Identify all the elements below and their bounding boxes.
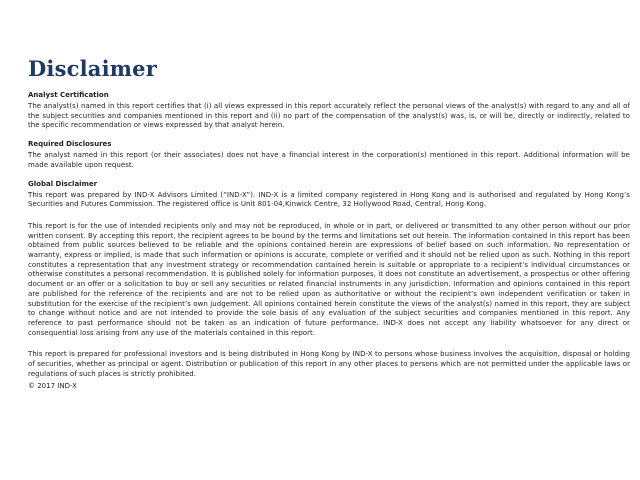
section-text: The analyst named in this report (or their associates) does not have a financial interest in the corporation(s) mentioned in this report. Additional information will be made available upon request. — [28, 151, 630, 169]
body-paragraph: This report is prepared for professional investors and is being distributed in Hong Kong by IND-X to persons whose business involves the acquisition, disposal or holding of securities, whether as principal or agent. Distribution or publication of this report in any other places to persons which are not permitted under the applicable laws or regulations of such places is strictly prohibited. — [28, 350, 630, 378]
copyright-notice: © 2017 IND-X — [28, 382, 77, 391]
section-heading: Analyst Certification — [28, 91, 109, 99]
required-disclosures-section — [28, 139, 630, 170]
page-title: Disclaimer — [28, 56, 158, 81]
analyst-certification-section — [28, 90, 630, 131]
section-heading: Required Disclosures — [28, 140, 112, 149]
section-text: The analyst(s) named in this report certifies that (i) all views expressed in this report accurately reflect the personal views of the analyst(s) with regard to any and all of the subject securities and companies mentioned in this report and (ii) no part of the compensation of the analyst(s) was, is, or will be, directly or indirectly, related to the specific recommendation or views expressed by that analyst herein. — [28, 102, 630, 130]
section-heading: Global Disclaimer — [28, 179, 98, 188]
section-text: This report was prepared by IND-X Advisors Limited (“IND-X”). IND-X is a limited company registered in Hong Kong and is authorised and regulated by Hong Kong’s Securities and Futures Commission. The registered office is Unit 801-04,Kinwick Centre, 32 Hollywood Road, Central, Hong Kong. — [28, 190, 630, 209]
body-paragraph: This report is for the use of intended recipients only and may not be reproduced, in whole or in part, or delivered or transmitted to any other person without our prior written consent. By accepting this report, the recipient agrees to be bound by the terms and limitations set out herein. The information contained in this report has been obtained from public sources believed to be reliable and the opinions contained herein are expressions of belief based on such information. No representation or warranty, express or implied, is made that such information or opinions is accurate, complete or verified and it should not be relied upon as such. Nothing in this report constitutes a representation that any investment strategy or recommendation contained herein is suitable or appropriate to a recipient’s individual circumstances or otherwise constitutes a personal recommendation. It is published solely for information purposes, it does not constitute an advertisement, a prospectus or other offering document or an offer or a solicitation to buy or sell any securities or related financial instruments in any jurisdiction. Information and opinions contained in this report are published for the reference of the recipients and are not to be relied upon as authoritative or without the recipient’s own independent verification or taken in substitution for the exercise of the recipient’s own judgement. All opinions contained herein constitute the views of the analyst(s) named in this report, they are subject to change without notice and are not intended to provide the sole basis of any evaluation of the subject securities and companies mentioned in this report. Any reference to past performance should not be taken as an indication of future performance. IND-X does not accept any liability whatsoever for any direct or consequential loss arising from any use of the materials contained in this report. — [28, 221, 630, 337]
global-disclaimer-section — [28, 179, 630, 210]
